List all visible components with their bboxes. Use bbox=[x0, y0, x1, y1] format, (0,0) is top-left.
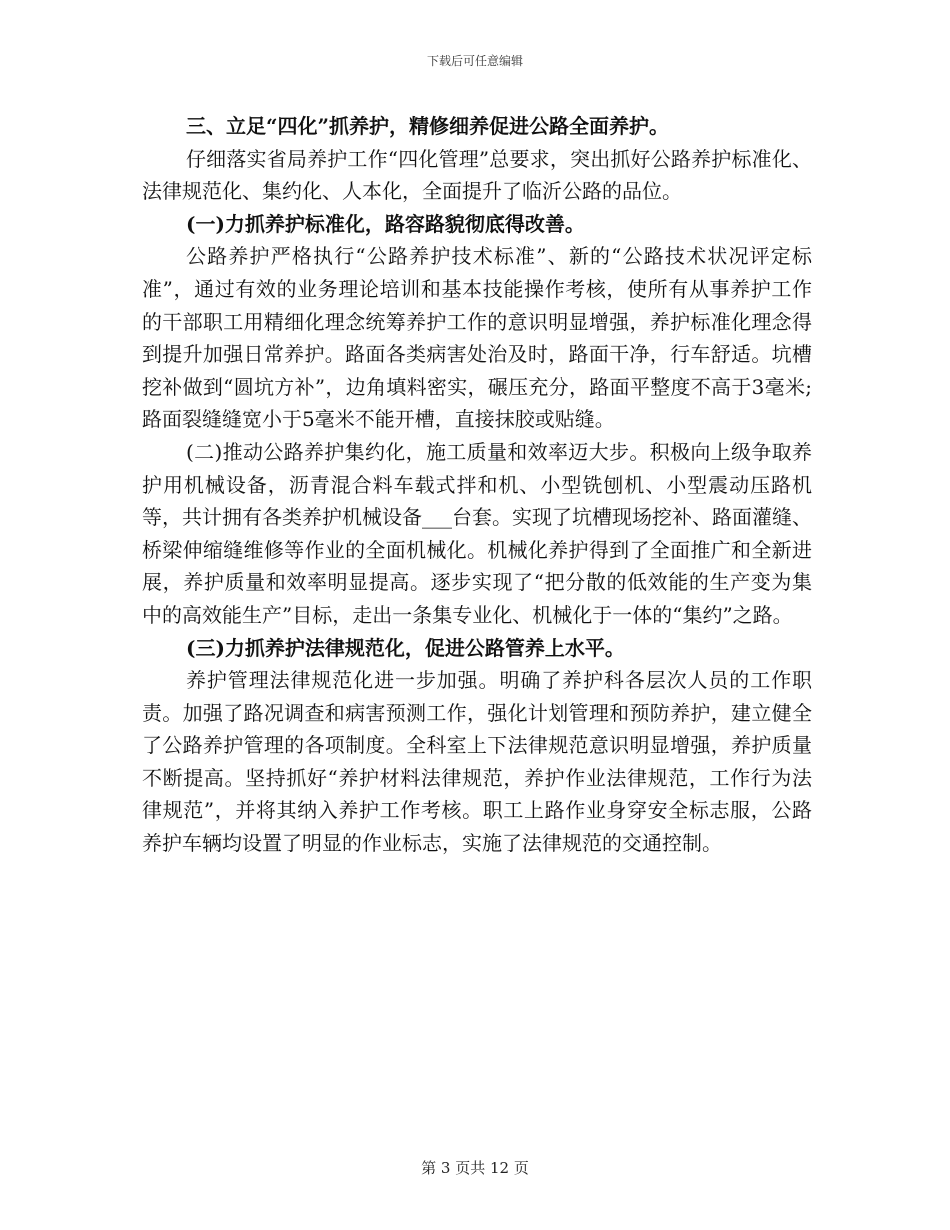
page-header: 下载后可任意编辑 bbox=[426, 54, 523, 68]
body-paragraph: (二)推动公路养护集约化，施工质量和效率迈大步。积极向上级争取养护用机械设备，沥青混合料车载式拌和机、小型铣刨机、小型震动压路机等，共计拥有各类养护机械设备___台套。实现了坑槽现场挖补、路面灌缝、桥梁伸缩缝维修等作业的全面机械化。机械化养护得到了全面推广和全新进展，养护质量和效率明显提高。逐步实现了“把分散的低效能的生产变为集中的高效能生产”目标，走出一条集专业化、机械化于一体的“集约”之路。 bbox=[142, 439, 812, 627]
subsection-heading: (三)力抓养护法律规范化，促进公路管养上水平。 bbox=[186, 635, 625, 660]
subsection-heading: (一)力抓养护标准化，路容路貌彻底得改善。 bbox=[186, 211, 585, 236]
body-paragraph: 养护管理法律规范化进一步加强。明确了养护科各层次人员的工作职责。加强了路况调查和病害预测工作，强化计划管理和预防养护，建立健全了公路养护管理的各项制度。全科室上下法律规范意识明显增强，养护质量不断提高。坚持抓好“养护材料法律规范，养护作业法律规范，工作行为法律规范”，并将其纳入养护工作考核。职工上路作业身穿安全标志服，公路养护车辆均设置了明显的作业标志，实施了法律规范的交通控制。 bbox=[142, 668, 812, 856]
page-footer: 第 3 页共 12 页 bbox=[421, 1159, 529, 1177]
section-heading: 三、立足“四化”抓养护，精修细养促进公路全面养护。 bbox=[186, 114, 670, 138]
body-paragraph: 仔细落实省局养护工作“四化管理”总要求，突出抓好公路养护标准化、法律规范化、集约化、人本化，全面提升了临沂公路的品位。 bbox=[142, 146, 812, 204]
body-paragraph: 公路养护严格执行“公路养护技术标准”、新的“公路技术状况评定标准”，通过有效的业务理论培训和基本技能操作考核，使所有从事养护工作的干部职工用精细化理念统筹养护工作的意识明显增强，养护标准化理念得到提升加强日常养护。路面各类病害处治及时，路面干净，行车舒适。坑槽挖补做到“圆坑方补”，边角填料密实，碾压充分，路面平整度不高于3毫米;路面裂缝缝宽小于5毫米不能开槽，直接抹胶或贴缝。 bbox=[142, 244, 812, 432]
document-body bbox=[142, 110, 812, 860]
